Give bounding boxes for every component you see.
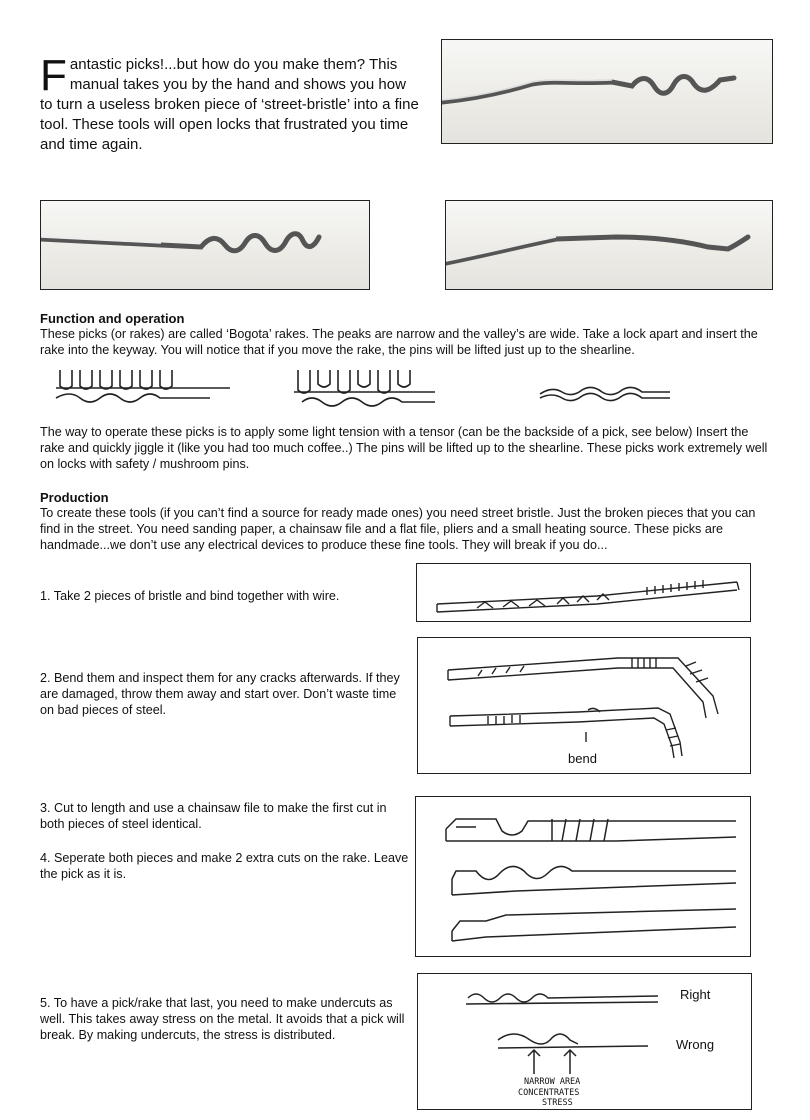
bound-bristles-drawing	[417, 564, 750, 621]
step-2-sketch	[417, 637, 751, 774]
wrong-label: Wrong	[676, 1037, 715, 1052]
pick-photo-image	[446, 201, 772, 289]
pin-sketch-1	[56, 370, 230, 402]
intro-paragraph	[40, 51, 420, 155]
pin-sketches	[40, 362, 775, 420]
narrow-area-label-1: NARROW AREA	[524, 1077, 581, 1087]
narrow-area-label-3: STRESS	[542, 1098, 573, 1108]
step-4-text: 4. Seperate both pieces and make 2 extra cuts on the rake. Leave the pick as it is.	[40, 851, 409, 881]
photo-rake-1	[441, 39, 773, 144]
drop-cap: F	[40, 51, 67, 100]
undercut-comparison-drawing	[418, 974, 751, 1109]
photo-rake-2	[40, 200, 370, 290]
step-3-4-sketch	[415, 796, 751, 957]
narrow-area-label-2: CONCENTRATES	[518, 1088, 580, 1098]
bend-label: bend	[568, 751, 597, 766]
intro-text: antastic picks!...but how do you make them? This manual takes you by the hand and shows you how to turn a useless broken piece of ‘street-bristle’ into a fine tool. These tools will open locks that frustrated you time and time again.	[40, 56, 419, 153]
right-label: Right	[680, 987, 711, 1002]
rake-photo-1-image	[442, 40, 772, 143]
step-5-text: 5. To have a pick/rake that last, you need to make undercuts as well. This takes away stress on the metal. It avoids that a pick will break. By making undercuts, the stress is distributed.	[40, 996, 405, 1042]
photo-pick	[445, 200, 773, 290]
step-3-text: 3. Cut to length and use a chainsaw file to make the first cut in both pieces of steel identical.	[40, 801, 387, 831]
production-paragraph: To create these tools (if you can’t find a source for ready made ones) you need street bristle. Just the broken pieces that you can find in the street. You need sanding paper, a chainsaw file and a flat file, pliers and a small heating source. These picks are handmade...we don’t use any electrical devices to produce these fine tools. They will break if you do...	[40, 506, 756, 552]
step-5-sketch	[417, 973, 752, 1110]
rake-photo-2-image	[41, 201, 369, 289]
cut-picks-drawing	[416, 797, 750, 956]
function-heading: Function and operation	[40, 311, 185, 326]
production-heading: Production	[40, 490, 109, 505]
pin-sketch-2	[294, 370, 435, 406]
step-1-sketch	[416, 563, 751, 622]
pin-sketch-3	[540, 387, 670, 400]
step-1-text: 1. Take 2 pieces of bristle and bind together with wire.	[40, 589, 340, 603]
function-paragraph-1: These picks (or rakes) are called ‘Bogota’ rakes. The peaks are narrow and the valley’s are wide. Take a lock apart and insert the rake into the keyway. You will notice that if you move the rake, the pins will be lifted just up to the shearline.	[40, 327, 758, 357]
function-paragraph-2: The way to operate these picks is to apply some light tension with a tensor (can be the backside of a pick, see below) Insert the rake and quickly jiggle it (like you had too much coffee..) The pins will be lifted up to the shearline. These picks work extremely well on locks with safety / mushroom pins.	[40, 425, 768, 471]
step-2-text: 2. Bend them and inspect them for any cracks afterwards. If they are damaged, throw them away and start over. Don’t waste time on bad pieces of steel.	[40, 671, 400, 717]
bent-bristles-drawing	[418, 638, 750, 773]
